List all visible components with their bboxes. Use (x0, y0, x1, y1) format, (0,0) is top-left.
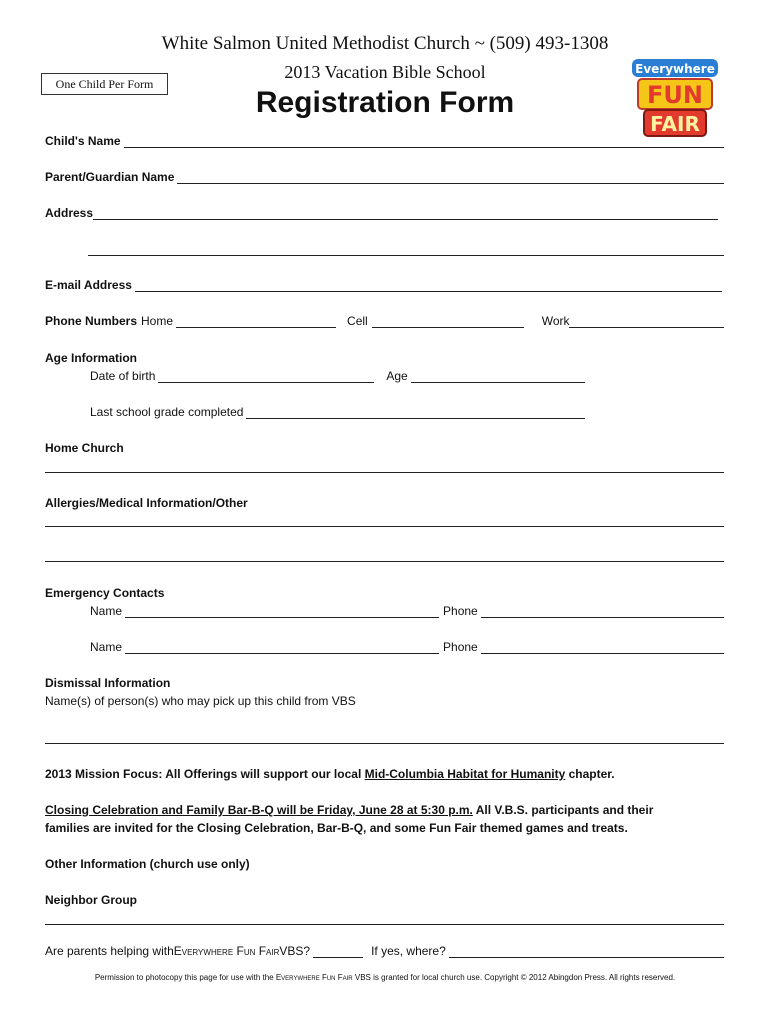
dismissal-subtext: Name(s) of person(s) who may pick up this child from VBS (45, 694, 356, 708)
emergency-name-field-1[interactable] (125, 605, 439, 618)
parents-helping-row (45, 944, 724, 958)
age-label: Age (386, 369, 408, 383)
footer-brand: Everywhere Fun Fair (275, 973, 353, 982)
home-phone-field[interactable] (176, 315, 336, 328)
home-church-label: Home Church (45, 441, 124, 455)
emergency-phone-field-1[interactable] (481, 605, 724, 618)
allergies-label: Allergies/Medical Information/Other (45, 496, 248, 510)
footer-part-2: VBS is granted for local church use. Copyright © 2012 Abingdon Press. All rights reserved. (352, 973, 676, 982)
dob-row (90, 369, 585, 383)
neighbor-group-field[interactable] (45, 924, 724, 925)
grade-label: Last school grade completed (90, 405, 244, 419)
work-phone-field[interactable] (569, 315, 724, 328)
emergency-name-label-2: Name (90, 640, 123, 654)
fun-fair-logo (630, 55, 720, 139)
phone-numbers-label: Phone Numbers (45, 314, 138, 328)
cell-phone-field[interactable] (372, 315, 524, 328)
email-row (45, 278, 722, 292)
dismissal-field[interactable] (45, 743, 724, 744)
dob-field[interactable] (158, 370, 374, 383)
dob-label: Date of birth (90, 369, 156, 383)
parents-question-2: VBS? (279, 944, 311, 958)
parents-brand: Everywhere Fun Fair (173, 944, 280, 958)
allergies-field-2[interactable] (45, 561, 724, 562)
page-title: Registration Form (255, 86, 515, 119)
phone-numbers-row (45, 314, 724, 328)
child-name-field[interactable] (124, 135, 724, 148)
parent-name-label: Parent/Guardian Name (45, 170, 175, 184)
copyright-footer (0, 973, 770, 982)
email-label: E-mail Address (45, 278, 132, 292)
other-info-heading: Other Information (church use only) (45, 857, 250, 871)
logo-everywhere-text: Everywhere (635, 62, 715, 76)
church-header: White Salmon United Methodist Church ~ (509) 493-1308 (161, 33, 609, 54)
address-field[interactable] (93, 207, 718, 220)
age-field[interactable] (411, 370, 585, 383)
one-child-badge: One Child Per Form (41, 73, 168, 95)
home-phone-label: Home (141, 314, 174, 328)
address-line-2[interactable] (88, 255, 724, 256)
mission-habitat-link: Mid-Columbia Habitat for Humanity (364, 767, 566, 781)
allergies-field-1[interactable] (45, 526, 724, 527)
address-row (45, 206, 718, 220)
parents-question-1: Are parents helping with (45, 944, 174, 958)
if-yes-field[interactable] (449, 945, 724, 958)
footer-part-1: Permission to photocopy this page for use with the (94, 973, 276, 982)
email-field[interactable] (135, 279, 722, 292)
event-header: 2013 Vacation Bible School (284, 62, 486, 82)
age-info-heading: Age Information (45, 351, 137, 365)
home-church-field[interactable] (45, 472, 724, 473)
if-yes-label: If yes, where? (371, 944, 446, 958)
mission-suffix: chapter. (565, 767, 615, 781)
emergency-heading: Emergency Contacts (45, 586, 165, 600)
closing-line-1 (45, 803, 653, 817)
closing-line-2: families are invited for the Closing Celebration, Bar-B-Q, and some Fun Fair themed games and treats. (45, 821, 628, 835)
closing-date: Closing Celebration and Family Bar-B-Q will be Friday, June 28 at 5:30 p.m. (45, 803, 473, 817)
logo-fun-text: FUN (647, 81, 703, 109)
emergency-phone-field-2[interactable] (481, 641, 724, 654)
emergency-name-field-2[interactable] (125, 641, 439, 654)
dismissal-heading: Dismissal Information (45, 676, 171, 690)
logo-fair-text: FAIR (650, 112, 700, 136)
neighbor-group-label: Neighbor Group (45, 893, 137, 907)
closing-rest: All V.B.S. participants and their (472, 803, 654, 817)
mission-focus (45, 767, 615, 781)
emergency-phone-label-2: Phone (443, 640, 478, 654)
emergency-phone-label-1: Phone (443, 604, 478, 618)
parent-name-field[interactable] (177, 171, 724, 184)
child-name-label: Child's Name (45, 134, 121, 148)
emergency-row-2 (90, 640, 724, 654)
address-label: Address (45, 206, 94, 220)
child-name-row (45, 134, 724, 148)
grade-field[interactable] (246, 406, 585, 419)
parents-helping-field[interactable] (313, 945, 363, 958)
work-phone-label: Work (541, 314, 570, 328)
mission-prefix: 2013 Mission Focus: All Offerings will support our local (45, 767, 365, 781)
grade-row (90, 405, 585, 419)
cell-phone-label: Cell (347, 314, 368, 328)
emergency-row-1 (90, 604, 724, 618)
parent-name-row (45, 170, 724, 184)
emergency-name-label-1: Name (90, 604, 123, 618)
